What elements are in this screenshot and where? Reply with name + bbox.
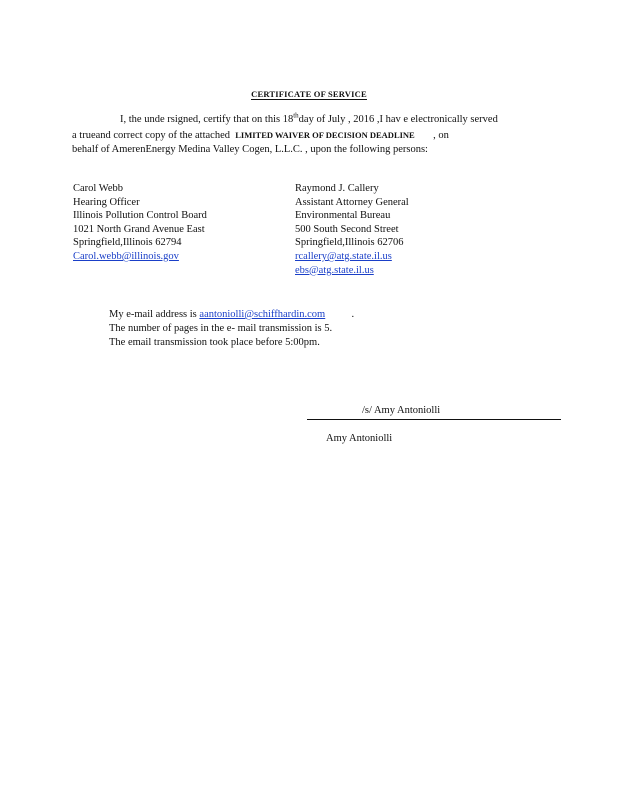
transmission-time-line: The email transmission took place before 5:00pm.: [109, 337, 320, 348]
document-title: [0, 89, 618, 99]
paragraph-line-2: [72, 128, 547, 144]
recipient-email-link[interactable]: rcallery@atg.state.il.us: [295, 250, 392, 262]
paragraph-line-1: [72, 113, 547, 128]
line1-end: day of July , 2016 ,I hav e electronically served: [298, 114, 498, 125]
recipient-email-row: [295, 250, 409, 264]
transmission-details: [109, 308, 354, 350]
sender-email-suffix: .: [351, 309, 355, 320]
certification-paragraph: [72, 113, 547, 158]
recipient-line: Assistant Attorney General: [295, 196, 409, 208]
recipient-email-row: [295, 264, 409, 278]
recipient-line: Springfield,Illinois 62706: [295, 237, 404, 249]
recipient-line: Hearing Officer: [73, 196, 140, 208]
recipient-block-1: [73, 182, 207, 264]
page-count-line: The number of pages in the e- mail transmission is 5.: [109, 323, 333, 334]
recipient-line: Carol Webb: [73, 183, 123, 194]
recipient-email-row: [73, 250, 207, 264]
document-name: LIMITED WAIVER OF DECISION DEADLINE: [235, 129, 415, 140]
recipient-block-2: [295, 182, 409, 277]
recipient-line: Illinois Pollution Control Board: [73, 210, 207, 222]
signature-line: [307, 419, 561, 420]
sender-email-prefix: My e-mail address is: [109, 309, 197, 320]
recipient-line: Environmental Bureau: [295, 210, 391, 222]
electronic-signature: /s/ Amy Antoniolli: [362, 405, 441, 416]
line2-start: a trueand correct copy of the attached: [72, 129, 230, 141]
line1-start: I, the unde rsigned, certify that on this 18: [120, 114, 294, 125]
recipient-line: Raymond J. Callery: [295, 183, 379, 194]
line2-end: , on: [433, 129, 449, 141]
recipient-email-link[interactable]: ebs@atg.state.il.us: [295, 264, 374, 276]
recipient-email-link[interactable]: Carol.webb@illinois.gov: [73, 250, 179, 262]
recipient-line: 500 South Second Street: [295, 223, 399, 235]
sender-email-link[interactable]: aantoniolli@schiffhardin.com: [199, 309, 326, 320]
recipient-line: 1021 North Grand Avenue East: [73, 223, 205, 235]
title-text: CERTIFICATE OF SERVICE: [251, 89, 367, 99]
sender-email-line: [109, 308, 354, 322]
recipient-line: Springfield,Illinois 62794: [73, 237, 182, 249]
signer-name: Amy Antoniolli: [326, 433, 393, 444]
paragraph-line-3: behalf of AmerenEnergy Medina Valley Cogen, L.L.C. , upon the following persons:: [72, 144, 428, 155]
day-ordinal-suffix: th: [293, 111, 299, 120]
